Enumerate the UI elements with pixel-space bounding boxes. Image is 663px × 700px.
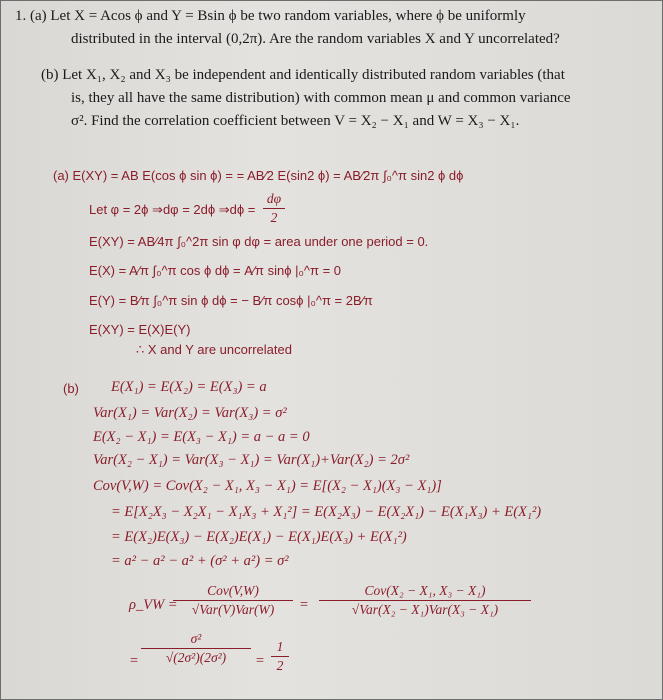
part-a-line5: E(Y) = B⁄π ∫₀^π sin ϕ dϕ = − B⁄π cosϕ |₀^π = 2B⁄π [89,293,373,308]
equals-sign: = [129,653,139,669]
fraction-denominator: √Var(V)Var(W) [191,602,275,617]
part-b-label: (b) [63,381,79,396]
fraction-denominator: √(2σ²)(2σ²) [165,650,227,665]
rho-fraction-3 [141,631,251,666]
fraction-bar [141,648,251,649]
part-a-line2-fraction [263,191,285,226]
question-a-line1: 1. (a) Let X = Acos ϕ and Y = Bsin ϕ be two random variables, where ϕ be uniformly [15,8,526,24]
rho-fraction-2 [319,583,531,618]
part-a-line4: E(X) = A⁄π ∫₀^π cos ϕ dϕ = A⁄π sinϕ |₀^π = 0 [89,263,342,278]
fraction-denominator: 2 [276,658,284,673]
fraction-denominator: 2 [270,210,278,225]
fraction-numerator: dφ [266,191,282,206]
part-a-line2: Let φ = 2ϕ ⇒dφ = 2dϕ ⇒dϕ = [89,202,256,217]
fraction-denominator: √Var(X₂ − X₁)Var(X₃ − X₁) [351,602,499,617]
part-b-line8: = a² − a² − a² + (σ² + a²) = σ² [111,553,289,569]
part-a-conclusion: ∴ X and Y are uncorrelated [136,342,292,357]
fraction-bar [271,656,289,657]
question-b-line3: σ². Find the correlation coefficient between V = X₂ − X₁ and W = X₃ − X₁. [71,113,520,129]
fraction-numerator: Cov(V,W) [207,583,259,598]
fraction-numerator: Cov(X₂ − X₁, X₃ − X₁) [364,583,486,598]
rho-label: ρ_VW = [129,597,178,613]
part-b-line1: E(X₁) = E(X₂) = E(X₃) = a [111,379,267,395]
part-b-line7: = E(X₂)E(X₃) − E(X₂)E(X₁) − E(X₁)E(X₃) + E(X₁²) [111,529,407,545]
equals-sign: = [255,653,265,669]
fraction-bar [263,208,285,209]
fraction-numerator: 1 [276,639,284,654]
question-b-line1: (b) Let X₁, X₂ and X₃ be independent and identically distributed random variables (that [41,67,565,83]
fraction-bar [319,600,531,601]
part-b-line4: Var(X₂ − X₁) = Var(X₃ − X₁) = Var(X₁)+Var(X₂) = 2σ² [93,452,410,468]
fraction-numerator: σ² [190,631,202,646]
part-b-line3: E(X₂ − X₁) = E(X₃ − X₁) = a − a = 0 [93,429,310,445]
part-b-line2: Var(X₁) = Var(X₂) = Var(X₃) = σ² [93,405,287,421]
part-a-line6: E(XY) = E(X)E(Y) [89,322,191,337]
part-b-line5: Cov(V,W) = Cov(X₂ − X₁, X₃ − X₁) = E[(X₂ − X₁)(X₃ − X₁)] [93,478,442,494]
question-b-line2: is, they all have the same distribution) with common mean μ and common variance [71,90,571,106]
part-a-line1: (a) E(XY) = AB E(cos ϕ sin ϕ) = = AB⁄2 E(sin2 ϕ) = AB⁄2π ∫₀^π sin2 ϕ dϕ [53,168,464,183]
rho-fraction-1 [173,583,293,618]
part-b-line6: = E[X₂X₃ − X₂X₁ − X₁X₃ + X₁²] = E(X₂X₃) − E(X₂X₁) − E(X₁X₃) + E(X₁²) [111,504,542,520]
fraction-bar [173,600,293,601]
equals-sign: = [299,597,309,613]
question-a-line2: distributed in the interval (0,2π). Are the random variables X and Y uncorrelated? [71,31,560,47]
rho-fraction-result [271,639,289,674]
part-a-line3: E(XY) = AB⁄4π ∫₀^2π sin φ dφ = area under one period = 0. [89,234,429,249]
